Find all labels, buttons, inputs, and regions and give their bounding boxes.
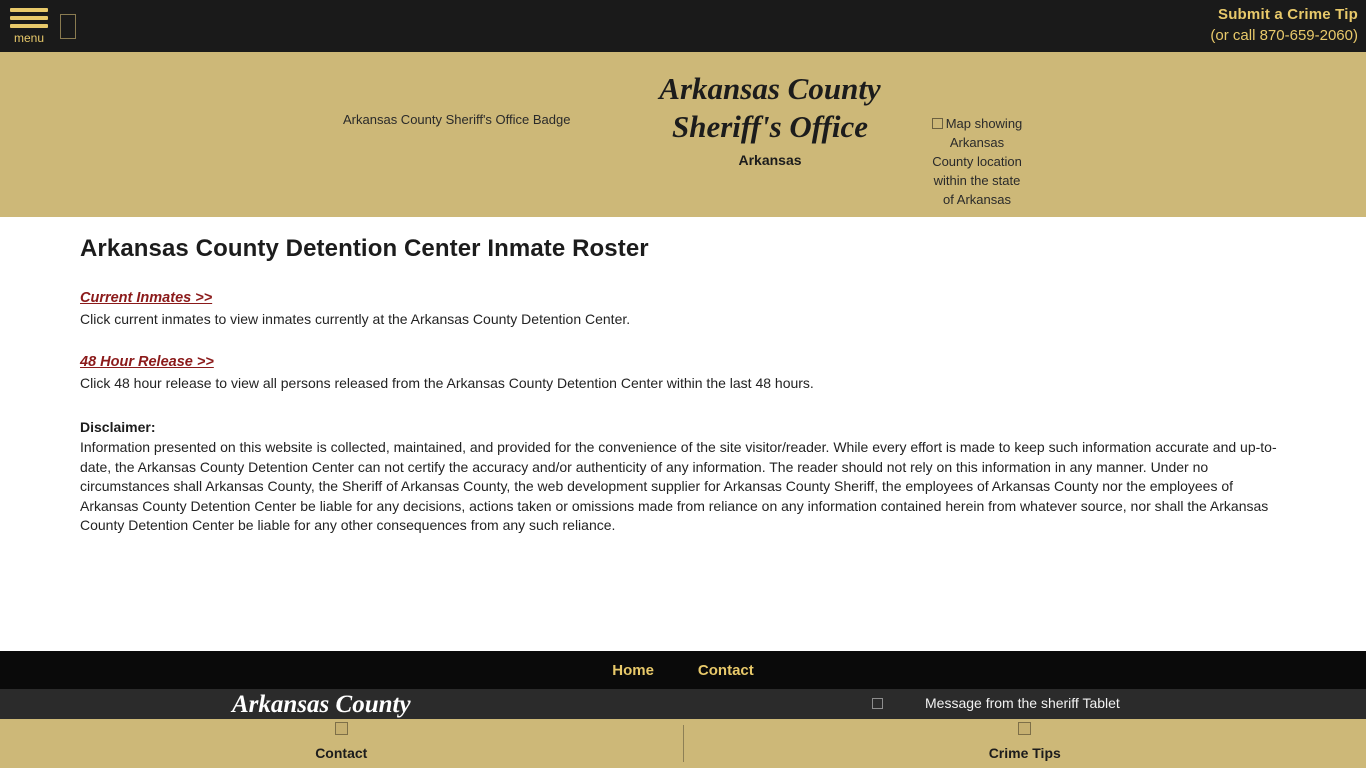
page-title: Arkansas County Detention Center Inmate Roster (80, 235, 649, 262)
disclaimer-text: Information presented on this website is collected, maintained, and provided for the convenience of the site visitor/reader. While every effort is made to keep such information accurate and up-to-date, the Arkansas County Detention Center can not certify the accuracy and/or authenticity of any information. The reader should not rely on this information in any manner. Under no circumstances shall Arkansas County, the Sheriff of Arkansas County, the web development supplier for Arkansas County Sheriff, the employees of Arkansas County nor the employees of Arkansas County Detention Center be liable for any decisions, actions taken or omissions made from reliance on any information contained herein from whatever source, nor shall the Arkansas County Detention Center be liable for any other consequences from any such reliance. (80, 439, 1277, 533)
bottom-action-crime-tips[interactable] (684, 719, 1366, 768)
site-title-line1: Arkansas County (659, 71, 881, 106)
bottom-action-crime-tips-label: Crime Tips (988, 745, 1061, 761)
footer-navigation (0, 651, 1366, 689)
footer-nav-home[interactable]: Home (612, 661, 654, 679)
county-map-alt-text: Map showing Arkansas County location within the state of Arkansas (932, 116, 1023, 207)
footer-dark-strip (0, 689, 1366, 719)
current-inmates-description: Click current inmates to view inmates currently at the Arkansas County Detention Center. (80, 311, 631, 327)
site-title-line2: Sheriff's Office (671, 109, 869, 144)
site-banner (0, 52, 1366, 217)
menu-toggle-button[interactable] (8, 6, 50, 44)
county-map-image-alt (928, 114, 1026, 209)
broken-image-icon (932, 118, 943, 129)
48-hour-release-block (80, 353, 1286, 391)
broken-image-icon (872, 698, 883, 709)
contact-icon (335, 722, 348, 735)
bottom-action-contact-label: Contact (315, 745, 368, 761)
hamburger-icon (10, 8, 48, 28)
48-hour-release-link[interactable]: 48 Hour Release >> (80, 354, 214, 370)
menu-toggle-label: menu (13, 31, 45, 45)
broken-image-icon (60, 14, 76, 39)
crime-tips-icon (1018, 722, 1031, 735)
footer-site-title: Arkansas County (232, 691, 411, 718)
current-inmates-link[interactable]: Current Inmates >> (80, 290, 213, 306)
current-inmates-block (80, 289, 1286, 327)
site-subtitle: Arkansas (738, 152, 802, 168)
bottom-action-contact[interactable] (0, 719, 683, 768)
footer-nav-contact[interactable]: Contact (697, 661, 754, 679)
main-content (0, 217, 1366, 651)
disclaimer-heading: Disclaimer: (80, 419, 156, 435)
sheriff-message-block[interactable] (872, 695, 1120, 711)
bottom-action-bar (0, 719, 1366, 768)
sheriff-badge-image-alt: Arkansas County Sheriff's Office Badge (343, 112, 571, 127)
sheriff-message-label: Message from the sheriff Tablet (925, 695, 1120, 711)
crime-tip-phone: (or call 870-659-2060) (1210, 27, 1358, 44)
48-hour-release-description: Click 48 hour release to view all persons released from the Arkansas County Detention Center within the last 48 hours. (80, 375, 814, 391)
site-title-block (630, 70, 910, 168)
submit-crime-tip-link[interactable]: Submit a Crime Tip (1217, 6, 1358, 23)
top-bar (0, 0, 1366, 52)
submit-crime-tip-block[interactable] (1210, 6, 1358, 44)
